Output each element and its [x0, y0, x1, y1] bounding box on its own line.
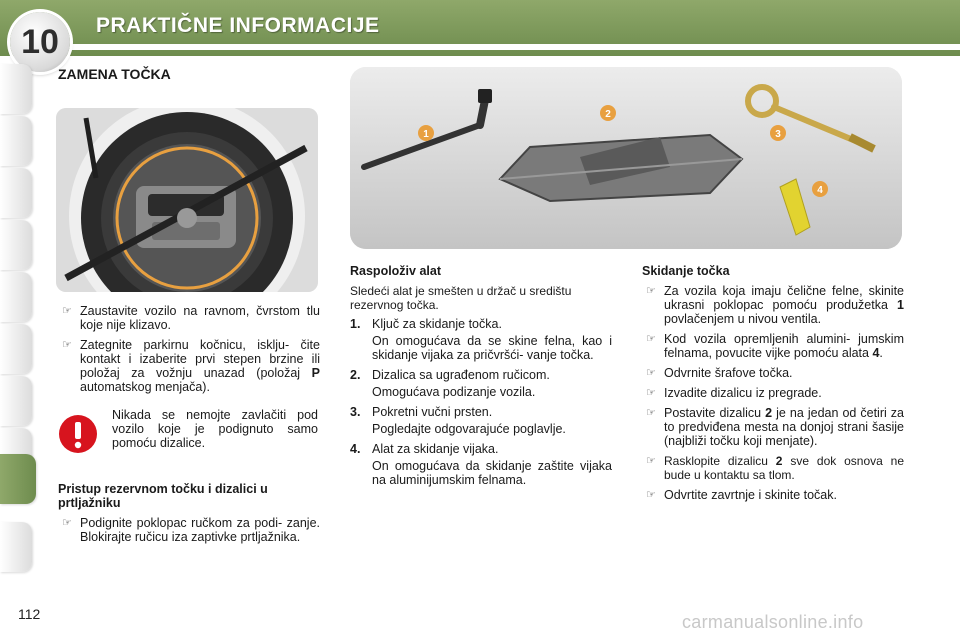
hand-pointer-icon: ☞ [646, 285, 656, 297]
bullet-text: Rasklopite dizalicu [664, 454, 768, 468]
chapter-tab[interactable] [0, 220, 32, 270]
section-title: ZAMENA TOČKA [58, 66, 171, 82]
bullet-text: Izvadite dizalicu iz pregrade. [664, 386, 822, 400]
bullet-text: Podignite poklopac ručkom za podi- zanje. Blokirajte ručicu iza zaptivke prtljažnika. [80, 516, 320, 544]
tool-label-3 [770, 125, 786, 141]
item-title: Alat za skidanje vijaka. [372, 442, 499, 456]
tools-heading: Raspoloživ alat [350, 264, 441, 278]
item-number: 1. [350, 317, 361, 331]
ref-number: 1 [897, 298, 904, 312]
chapter-tab[interactable] [0, 324, 32, 374]
item-desc: On omogućava da se skine felna, kao i skidanje vijaka za pričvršći- vanje točka. [372, 334, 612, 362]
bullet-text: Postavite dizalicu [664, 406, 762, 420]
item-title: Ključ za skidanje točka. [372, 317, 502, 331]
item-number: 4. [350, 442, 361, 456]
chapter-tab[interactable] [0, 522, 32, 572]
list-item [642, 488, 904, 502]
bullet-text: je na jedan od četiri za to predviđena mesta na donjoj strani šasije (najbliži točku koji menjate). [664, 406, 904, 448]
access-section [58, 482, 320, 550]
list-item [642, 406, 904, 448]
chapter-tab[interactable] [0, 376, 32, 426]
list-item [58, 338, 320, 394]
ref-number: 4 [872, 346, 880, 360]
chapter-tab[interactable] [0, 272, 32, 322]
item-title: Pokretni vučni prsten. [372, 405, 493, 419]
tool-item [350, 405, 612, 419]
hand-pointer-icon: ☞ [62, 339, 72, 351]
bullet-text: Zaustavite vozilo na ravnom, čvrstom tlu koje nije klizavo. [80, 304, 320, 332]
warning-text: Nikada se nemojte zavlačiti pod vozilo koje je podignuto samo pomoću dizalice. [112, 408, 318, 450]
chapter-tab[interactable] [0, 168, 32, 218]
item-desc: On omogućava da skidanje zaštite vijaka na aluminijumskim felnama. [372, 459, 612, 487]
item-desc: Omogućava podizanje vozila. [372, 385, 536, 399]
chapter-tabs [0, 64, 36, 584]
chapter-badge: 10 [10, 12, 70, 72]
watermark: carmanualsonline.info [682, 612, 864, 632]
list-item [642, 386, 904, 400]
tool-item [350, 317, 612, 331]
tools-list-column [350, 264, 612, 493]
hand-pointer-icon: ☞ [646, 407, 656, 419]
bullet-text: . [879, 346, 883, 360]
gear-position-p: P [311, 366, 320, 380]
list-item [58, 516, 320, 544]
list-item [642, 366, 904, 380]
item-number: 2. [350, 368, 361, 382]
bullet-text: Odvrtite zavrtnje i skinite točak. [664, 488, 837, 502]
spare-wheel-photo [56, 108, 318, 292]
bullet-text: Kod vozila opremljenih alumini- jumskim felnama, povucite vijke pomoću alata [664, 332, 904, 360]
bullet-text: sve dok osnova ne bude u kontaktu sa tlom. [664, 454, 905, 482]
list-item [642, 454, 904, 482]
list-item [642, 284, 904, 326]
access-heading: Pristup rezervnom točku i dizalici u prtljažniku [58, 482, 268, 510]
ref-number: 2 [775, 454, 783, 468]
tools-intro: Sledeći alat je smešten u držač u središtu rezervnog točka. [350, 284, 572, 312]
header-rule [70, 44, 960, 50]
bullet-text: povlačenjem u nivou ventila. [664, 312, 822, 326]
bullet-text: automatskog menjača). [80, 380, 210, 394]
svg-text:4: 4 [817, 185, 823, 196]
svg-text:3: 3 [775, 129, 781, 140]
svg-text:1: 1 [423, 129, 429, 140]
hand-pointer-icon: ☞ [646, 387, 656, 399]
tool-item [350, 368, 612, 382]
item-number: 3. [350, 405, 361, 419]
left-column [58, 304, 320, 400]
page-title: PRAKTIČNE INFORMACIJE [96, 14, 380, 37]
hand-pointer-icon: ☞ [646, 455, 656, 467]
hand-pointer-icon: ☞ [646, 489, 656, 501]
item-title: Dizalica sa ugrađenom ručicom. [372, 368, 550, 382]
page-number: 112 [18, 606, 41, 622]
tool-label-4 [812, 181, 828, 197]
hand-pointer-icon: ☞ [62, 517, 72, 529]
chapter-tab[interactable] [0, 116, 32, 166]
bullet-text: Zategnite parkirnu kočnicu, isklju- čite kontakt i izaberite prvi stepen brzine ili položaj za vožnju unazad (položaj [80, 338, 320, 380]
item-desc: Pogledajte odgovarajuće poglavlje. [372, 422, 566, 436]
bullet-text: Odvrnite šrafove točka. [664, 366, 793, 380]
hand-pointer-icon: ☞ [646, 333, 656, 345]
chapter-tab-active[interactable] [0, 454, 36, 504]
tools-photo [350, 67, 902, 249]
tool-label-1 [418, 125, 434, 141]
hand-pointer-icon: ☞ [62, 305, 72, 317]
list-item [58, 304, 320, 332]
exclamation-icon [58, 414, 98, 454]
removal-column [642, 264, 904, 508]
svg-text:2: 2 [605, 109, 611, 120]
tool-item [350, 442, 612, 456]
ref-number: 2 [765, 406, 773, 420]
bullet-text: Za vozila koja imaju čelične felne, skinite ukrasni poklopac pomoću produžetka [664, 284, 904, 312]
list-item [642, 332, 904, 360]
tool-label-2 [600, 105, 616, 121]
chapter-tab[interactable] [0, 64, 32, 114]
hand-pointer-icon: ☞ [646, 367, 656, 379]
removal-heading: Skidanje točka [642, 264, 730, 278]
